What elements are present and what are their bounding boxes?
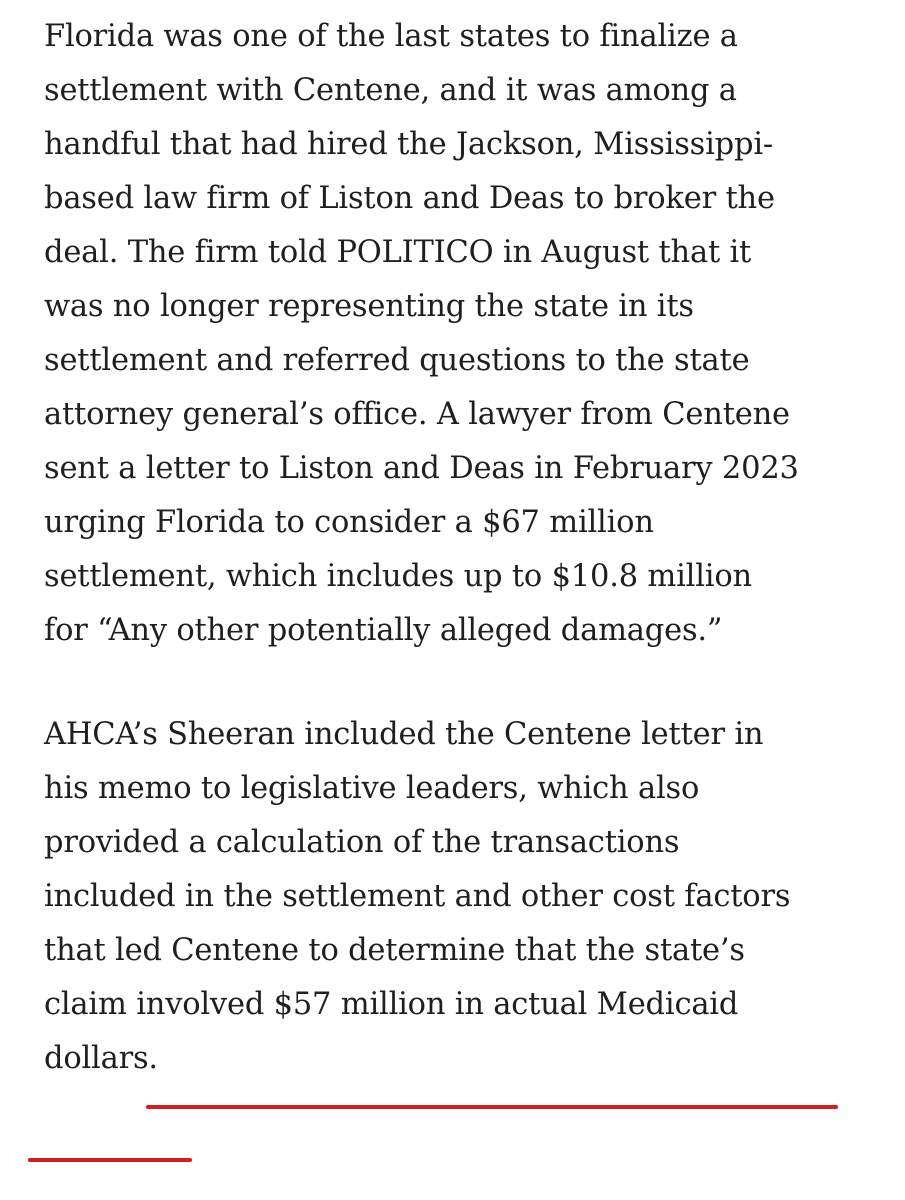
paragraph bbox=[44, 708, 894, 1086]
text-line: claim involved $57 million in actual Medicaid bbox=[44, 987, 739, 1022]
text-line: provided a calculation of the transactions bbox=[44, 825, 680, 860]
text-line: urging Florida to consider a $67 million bbox=[44, 505, 654, 540]
paragraph bbox=[44, 10, 894, 658]
text-line: Florida was one of the last states to finalize a bbox=[44, 19, 738, 54]
text-line: for “Any other potentially alleged damages.” bbox=[44, 613, 723, 648]
text-line: based law firm of Liston and Deas to broker the bbox=[44, 181, 775, 216]
text-line: settlement, which includes up to $10.8 million bbox=[44, 559, 752, 594]
red-underline-annotation bbox=[28, 1158, 192, 1162]
red-underline-annotation bbox=[146, 1105, 838, 1109]
text-line: AHCA’s Sheeran included the Centene letter in bbox=[44, 717, 764, 752]
text-line: that led Centene to determine that the state’s bbox=[44, 933, 745, 968]
text-line: sent a letter to Liston and Deas in February 2023 bbox=[44, 451, 799, 486]
text-line: included in the settlement and other cost factors bbox=[44, 879, 791, 914]
text-line: deal. The firm told POLITICO in August that it bbox=[44, 235, 752, 270]
text-line: dollars. bbox=[44, 1041, 158, 1076]
text-line: settlement with Centene, and it was among a bbox=[44, 73, 737, 108]
text-line: handful that had hired the Jackson, Mississippi- bbox=[44, 127, 773, 162]
text-line: his memo to legislative leaders, which also bbox=[44, 771, 700, 806]
text-line: was no longer representing the state in its bbox=[44, 289, 694, 324]
article-body bbox=[44, 10, 894, 1086]
text-line: attorney general’s office. A lawyer from Centene bbox=[44, 397, 790, 432]
text-line: settlement and referred questions to the state bbox=[44, 343, 750, 378]
